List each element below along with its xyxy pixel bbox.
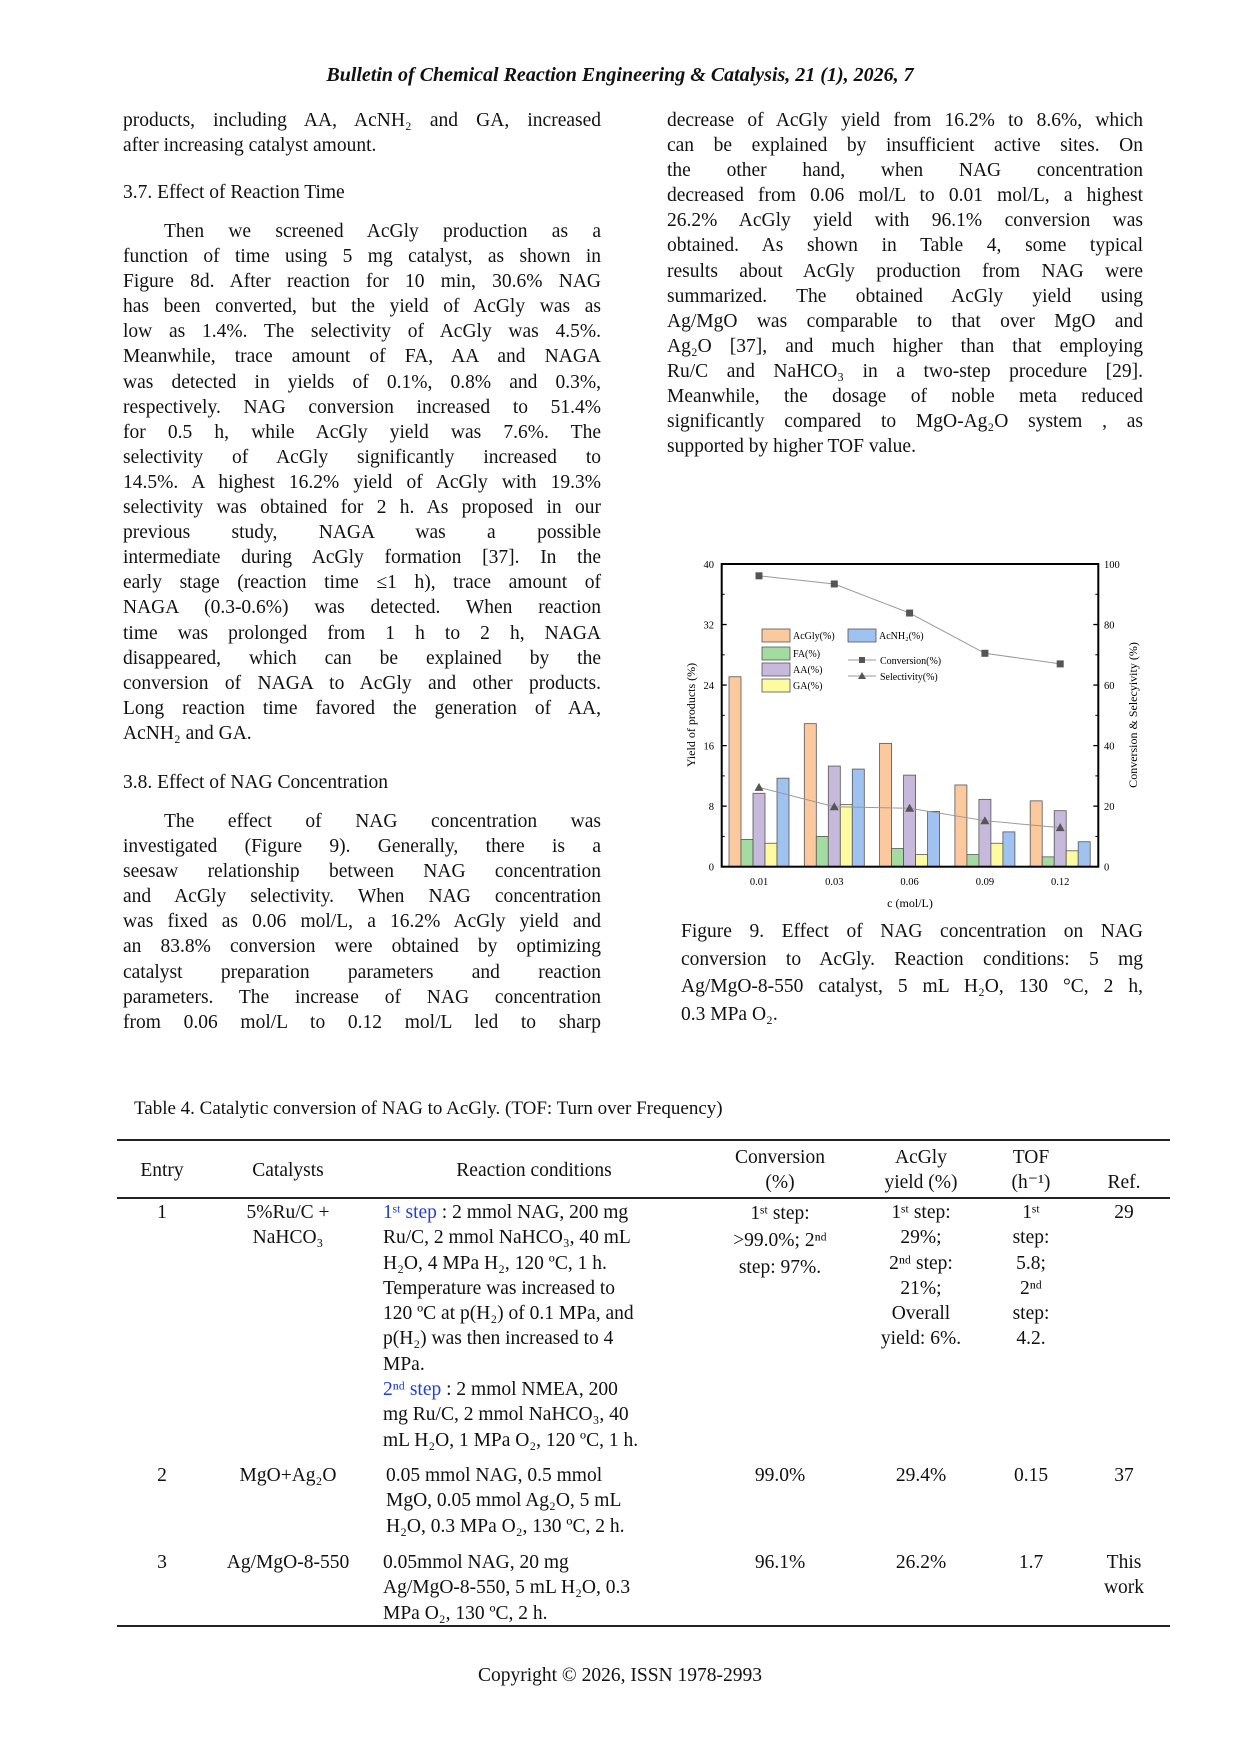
cell-yield bbox=[896, 1550, 946, 1575]
text-line: conversion to AcGly. Reaction conditions: 5 mg bbox=[681, 948, 1143, 970]
text-line: AcNH₂ and GA. bbox=[123, 722, 252, 744]
header-conversion bbox=[735, 1145, 825, 1196]
x-tick-label: 0.01 bbox=[749, 877, 769, 888]
text-line: catalyst preparation parameters and reaction bbox=[123, 961, 601, 983]
legend-label: FA(%) bbox=[793, 649, 821, 660]
bar-aa bbox=[828, 766, 840, 867]
step-1-details bbox=[383, 1225, 638, 1377]
cell-entry: 3 bbox=[157, 1552, 167, 1573]
text-line: 1ˢᵗ step: bbox=[750, 1203, 810, 1224]
bar-fa bbox=[892, 849, 904, 867]
x-axis-label: c (mol/L) bbox=[887, 896, 933, 910]
step-1-label: 1ˢᵗ step bbox=[383, 1202, 437, 1223]
text-line: 29.4% bbox=[895, 1465, 947, 1486]
table-top-rule bbox=[117, 1139, 1170, 1141]
y2-tick-label: 100 bbox=[1104, 560, 1120, 571]
legend-swatch bbox=[762, 679, 790, 692]
cell-conversion bbox=[733, 1200, 827, 1281]
paragraph-nag-concentration bbox=[123, 809, 601, 1035]
y-tick-label: 8 bbox=[708, 802, 714, 814]
header-entry: Entry bbox=[140, 1160, 184, 1181]
cell-yield bbox=[896, 1463, 946, 1488]
text-line: 26.2% AcGly yield with 96.1% conversion was bbox=[667, 210, 1143, 232]
text-line: 21%; bbox=[900, 1277, 942, 1299]
text-line: Ag/MgO-8-550, 5 mL H₂O, 0.3 bbox=[383, 1577, 631, 1599]
cell-conditions bbox=[386, 1463, 625, 1539]
text-line: 29 bbox=[1114, 1202, 1134, 1223]
bar-acnh bbox=[1003, 832, 1015, 867]
header-conditions: Reaction conditions bbox=[456, 1160, 612, 1181]
text-line: from 0.06 mol/L to 0.12 mol/L led to sharp bbox=[123, 1011, 601, 1033]
text-line: H₂O, 4 MPa H₂, 120 ºC, 1 h. bbox=[383, 1252, 607, 1274]
text-line: This bbox=[1106, 1552, 1142, 1573]
bar-fa bbox=[741, 839, 753, 866]
text-line: parameters. The increase of NAG concentration bbox=[123, 986, 601, 1008]
cell-conditions bbox=[383, 1200, 638, 1453]
legend-swatch bbox=[762, 663, 790, 676]
bar-acnh bbox=[777, 778, 789, 867]
y2-tick-label: 80 bbox=[1104, 620, 1115, 632]
text-line: Conversion bbox=[735, 1147, 825, 1168]
legend-swatch bbox=[762, 629, 790, 642]
legend-label: AcGly(%) bbox=[793, 631, 835, 642]
x-tick-label: 0.06 bbox=[900, 877, 919, 888]
text-line: low as 1.4%. The selectivity of AcGly was 4.5%. bbox=[123, 321, 601, 343]
text-line: mg Ru/C, 2 mmol NaHCO₃, 40 bbox=[383, 1404, 629, 1426]
text-line: 5%Ru/C + bbox=[246, 1202, 330, 1223]
bar-ga bbox=[765, 843, 777, 866]
text-line: p(H₂) was then increased to 4 bbox=[383, 1328, 614, 1350]
legend-swatch bbox=[848, 629, 876, 642]
text-line: 1ˢᵗ bbox=[1022, 1202, 1040, 1223]
text-line: 14.5%. A highest 16.2% yield of AcGly with 19.3% bbox=[123, 471, 601, 493]
bar-aa bbox=[753, 793, 765, 866]
text-line: after increasing catalyst amount. bbox=[123, 135, 377, 157]
copyright-footer: Copyright © 2026, ISSN 1978-2993 bbox=[477, 1665, 763, 1686]
text-line: and AcGly selectivity. When NAG concentration bbox=[123, 886, 601, 908]
text-line: function of time using 5 mg catalyst, as shown in bbox=[123, 246, 601, 268]
step-2-label: 2ⁿᵈ step bbox=[383, 1379, 442, 1401]
text-line: investigated (Figure 9). Generally, there is a bbox=[123, 836, 601, 858]
text-line: 29%; bbox=[900, 1227, 942, 1249]
conversion-point bbox=[1057, 660, 1064, 667]
section-heading-3-7: 3.7. Effect of Reaction Time bbox=[123, 182, 345, 203]
text-line: selectivity of AcGly significantly increased to bbox=[123, 446, 601, 468]
bar-fa bbox=[967, 855, 979, 867]
text-line: 96.1% bbox=[754, 1552, 806, 1573]
header-catalysts: Catalysts bbox=[252, 1160, 324, 1181]
text-line: >99.0%; 2ⁿᵈ bbox=[733, 1230, 827, 1251]
text-line: The effect of NAG concentration was bbox=[164, 811, 601, 832]
bar-fa bbox=[1042, 857, 1054, 867]
bar-ga bbox=[916, 855, 928, 867]
y-tick-label: 24 bbox=[703, 681, 714, 693]
cell-entry: 1 bbox=[157, 1202, 167, 1223]
cell-conversion bbox=[755, 1550, 805, 1575]
cell-conditions bbox=[383, 1550, 630, 1626]
y2-tick-label: 60 bbox=[1104, 681, 1115, 693]
text-line: MPa. bbox=[383, 1353, 425, 1375]
header-yield bbox=[884, 1145, 957, 1196]
text-line: was detected in yields of 0.1%, 0.8% and 0.3%, bbox=[123, 371, 601, 393]
cell-catalysts bbox=[227, 1550, 349, 1575]
bar-acnh bbox=[928, 811, 940, 866]
text-line: 0.05 mmol NAG, 0.5 mmol bbox=[386, 1465, 603, 1486]
y-axis-label: Yield of products (%) bbox=[684, 662, 698, 768]
bar-ga bbox=[1066, 851, 1078, 867]
text-line: 0.3 MPa O₂. bbox=[681, 1003, 778, 1025]
x-tick-label: 0.09 bbox=[975, 877, 995, 888]
text-line: 26.2% bbox=[895, 1552, 947, 1573]
text-line: TOF bbox=[1012, 1147, 1050, 1168]
bar-acgly bbox=[880, 743, 892, 866]
table-header-rule bbox=[117, 1197, 1170, 1199]
text-line: mL H₂O, 1 MPa O₂, 120 ºC, 1 h. bbox=[383, 1429, 639, 1451]
step-2-text: : 2 mmol NMEA, 200 bbox=[441, 1379, 618, 1401]
bar-fa bbox=[816, 836, 828, 866]
text-line: Temperature was increased to bbox=[383, 1277, 615, 1299]
legend-swatch bbox=[762, 647, 790, 660]
bar-acgly bbox=[804, 724, 816, 867]
text-line: decreased from 0.06 mol/L to 0.01 mol/L, a highest bbox=[667, 185, 1143, 207]
bar-aa bbox=[979, 799, 991, 866]
section-heading-3-8: 3.8. Effect of NAG Concentration bbox=[123, 772, 388, 793]
text-line: previous study, NAGA was a possible bbox=[123, 522, 601, 544]
text-line: step: bbox=[1012, 1227, 1050, 1249]
x-tick-label: 0.03 bbox=[825, 877, 844, 888]
x-tick-label: 0.12 bbox=[1051, 877, 1070, 888]
text-line: NaHCO₃ bbox=[252, 1227, 324, 1249]
text-line: Figure 9. Effect of NAG concentration on NAG bbox=[681, 921, 1143, 942]
paragraph-nag-concentration-cont bbox=[667, 108, 1143, 459]
text-line: Ag₂O [37], and much higher than that employing bbox=[667, 335, 1143, 357]
text-line: 2ⁿᵈ step: bbox=[889, 1252, 953, 1274]
header-tof bbox=[1012, 1145, 1051, 1196]
bar-acgly bbox=[955, 785, 967, 867]
y-tick-label: 16 bbox=[703, 741, 714, 753]
text-line: 0.05mmol NAG, 20 mg bbox=[383, 1552, 569, 1573]
journal-header: Bulletin of Chemical Reaction Engineering & Catalysis, 21 (1), 2026, 7 bbox=[326, 64, 914, 86]
text-line: (h⁻¹) bbox=[1011, 1172, 1051, 1194]
cell-tof bbox=[1013, 1200, 1050, 1352]
text-line: can be explained by insufficient active sites. On bbox=[667, 135, 1143, 157]
bar-ga bbox=[991, 843, 1003, 866]
step-2-details bbox=[383, 1402, 638, 1453]
cell-entry: 2 bbox=[157, 1465, 167, 1486]
cell-ref bbox=[1114, 1200, 1134, 1225]
text-line: NAGA (0.3-0.6%) was detected. When reaction bbox=[123, 597, 601, 619]
text-line: results about AcGly production from NAG were bbox=[667, 260, 1143, 282]
text-line: intermediate during AcGly formation [37]. In the bbox=[123, 547, 601, 569]
table-bottom-rule bbox=[117, 1625, 1170, 1627]
text-line: step: 97%. bbox=[738, 1257, 822, 1278]
text-line: AcGly bbox=[894, 1147, 947, 1168]
y2-tick-label: 0 bbox=[1104, 862, 1110, 874]
text-line: 120 ºC at p(H₂) of 0.1 MPa, and bbox=[383, 1303, 634, 1325]
header-ref: Ref. bbox=[1107, 1172, 1141, 1193]
text-line: 1ˢᵗ step: bbox=[891, 1202, 951, 1223]
legend-label: Selectivity(%) bbox=[880, 672, 938, 683]
text-line: summarized. The obtained AcGly yield using bbox=[667, 285, 1143, 307]
conversion-point bbox=[906, 610, 913, 617]
legend-square-marker bbox=[859, 657, 865, 663]
cell-ref bbox=[1114, 1463, 1134, 1488]
bar-acnh bbox=[1078, 842, 1090, 867]
text-line: 37 bbox=[1114, 1465, 1134, 1486]
cell-ref bbox=[1104, 1550, 1144, 1601]
text-line: Long reaction time favored the generation of AA, bbox=[123, 697, 601, 719]
step-1-text: : 2 mmol NAG, 200 mg bbox=[436, 1202, 629, 1223]
text-line: 2ⁿᵈ bbox=[1020, 1277, 1042, 1299]
legend-label: GA(%) bbox=[793, 681, 823, 692]
bar-acgly bbox=[729, 677, 741, 867]
text-line: obtained. As shown in Table 4, some typical bbox=[667, 235, 1143, 257]
bar-acnh bbox=[852, 769, 864, 867]
text-line: MgO, 0.05 mmol Ag₂O, 5 mL bbox=[386, 1490, 622, 1512]
text-line: decrease of AcGly yield from 16.2% to 8.6%, which bbox=[667, 110, 1143, 131]
conversion-point bbox=[756, 572, 763, 579]
text-line: time was prolonged from 1 h to 2 h, NAGA bbox=[123, 622, 601, 644]
text-line: Meanwhile, the dosage of noble meta reduced bbox=[667, 386, 1143, 408]
bar-aa bbox=[1054, 811, 1066, 867]
text-line: Ru/C, 2 mmol NaHCO₃, 40 mL bbox=[383, 1227, 631, 1249]
text-line: Ag/MgO-8-550 bbox=[226, 1552, 350, 1573]
cell-yield bbox=[881, 1200, 961, 1352]
y2-tick-label: 40 bbox=[1104, 741, 1115, 753]
figure-9-caption bbox=[681, 918, 1143, 1028]
y2-axis-label: Conversion & Selecyivity (%) bbox=[1126, 642, 1140, 788]
text-line: 5.8; bbox=[1016, 1252, 1046, 1274]
cell-catalysts bbox=[240, 1463, 337, 1488]
cell-conversion bbox=[755, 1463, 805, 1488]
text-line: Meanwhile, trace amount of FA, AA and NAGA bbox=[123, 346, 601, 368]
text-line: work bbox=[1103, 1577, 1145, 1599]
paragraph-reaction-time bbox=[123, 219, 601, 746]
bar-acgly bbox=[1030, 801, 1042, 867]
text-line: yield (%) bbox=[884, 1172, 958, 1194]
cell-catalysts bbox=[246, 1200, 329, 1251]
text-line: an 83.8% conversion were obtained by optimizing bbox=[123, 936, 601, 958]
text-line: Then we screened AcGly production as a bbox=[164, 221, 601, 242]
text-line: Overall bbox=[891, 1303, 951, 1325]
y-tick-label: 0 bbox=[708, 862, 714, 874]
text-line: was fixed as 0.06 mol/L, a 16.2% AcGly yield and bbox=[123, 911, 601, 933]
cell-tof bbox=[1019, 1550, 1043, 1575]
selectivity-point bbox=[755, 783, 764, 791]
text-line: yield: 6%. bbox=[880, 1328, 962, 1350]
text-line: seesaw relationship between NAG concentration bbox=[123, 861, 601, 883]
cell-tof bbox=[1014, 1463, 1048, 1488]
text-line: Ru/C and NaHCO₃ in a two-step procedure [29]. bbox=[667, 360, 1143, 382]
conversion-point bbox=[981, 650, 988, 657]
conversion-point bbox=[831, 580, 838, 587]
text-line: selectivity was obtained for 2 h. As proposed in our bbox=[123, 497, 601, 519]
text-line: MgO+Ag₂O bbox=[239, 1465, 337, 1486]
text-line: Figure 8d. After reaction for 10 min, 30.6% NAG bbox=[123, 271, 601, 293]
y-tick-label: 40 bbox=[703, 560, 714, 571]
text-line: 4.2. bbox=[1016, 1328, 1046, 1350]
y-tick-label: 32 bbox=[703, 620, 714, 632]
text-line: products, including AA, AcNH₂ and GA, increased bbox=[123, 110, 601, 131]
text-line: MPa O₂, 130 ºC, 2 h. bbox=[383, 1602, 548, 1624]
text-line: Ag/MgO was comparable to that over MgO and bbox=[667, 310, 1143, 332]
bar-aa bbox=[904, 775, 916, 867]
legend-label: AA(%) bbox=[793, 665, 823, 676]
text-line: for 0.5 h, while AcGly yield was 7.6%. The bbox=[123, 421, 601, 443]
text-line: 1.7 bbox=[1018, 1552, 1044, 1573]
figure-9-chart bbox=[670, 550, 1160, 920]
text-line: the other hand, when NAG concentration bbox=[667, 160, 1143, 182]
text-line: (%) bbox=[765, 1172, 795, 1194]
legend-label: Conversion(%) bbox=[880, 656, 942, 667]
bar-ga bbox=[840, 805, 852, 867]
text-line: H₂O, 0.3 MPa O₂, 130 ºC, 2 h. bbox=[386, 1515, 625, 1537]
legend-label: AcNH₂(%) bbox=[879, 631, 924, 642]
text-line: conversion of NAGA to AcGly and other products. bbox=[123, 672, 601, 694]
text-line: 99.0% bbox=[754, 1465, 806, 1486]
text-line: has been converted, but the yield of AcGly was as bbox=[123, 296, 601, 318]
text-line: respectively. NAG conversion increased to 51.4% bbox=[123, 396, 601, 418]
paragraph-continued bbox=[123, 108, 601, 158]
text-line: supported by higher TOF value. bbox=[667, 436, 916, 458]
text-line: step: bbox=[1012, 1303, 1050, 1325]
table-4-caption: Table 4. Catalytic conversion of NAG to AcGly. (TOF: Turn over Frequency) bbox=[134, 1098, 723, 1119]
text-line: early stage (reaction time ≤1 h), trace amount of bbox=[123, 572, 601, 594]
y2-tick-label: 20 bbox=[1104, 802, 1115, 814]
text-line: 0.15 bbox=[1013, 1465, 1049, 1486]
text-line: significantly compared to MgO-Ag₂O system , as bbox=[667, 411, 1143, 433]
text-line: Ag/MgO-8-550 catalyst, 5 mL H₂O, 130 °C, 2 h, bbox=[681, 976, 1143, 997]
text-line: disappeared, which can be explained by the bbox=[123, 647, 601, 669]
